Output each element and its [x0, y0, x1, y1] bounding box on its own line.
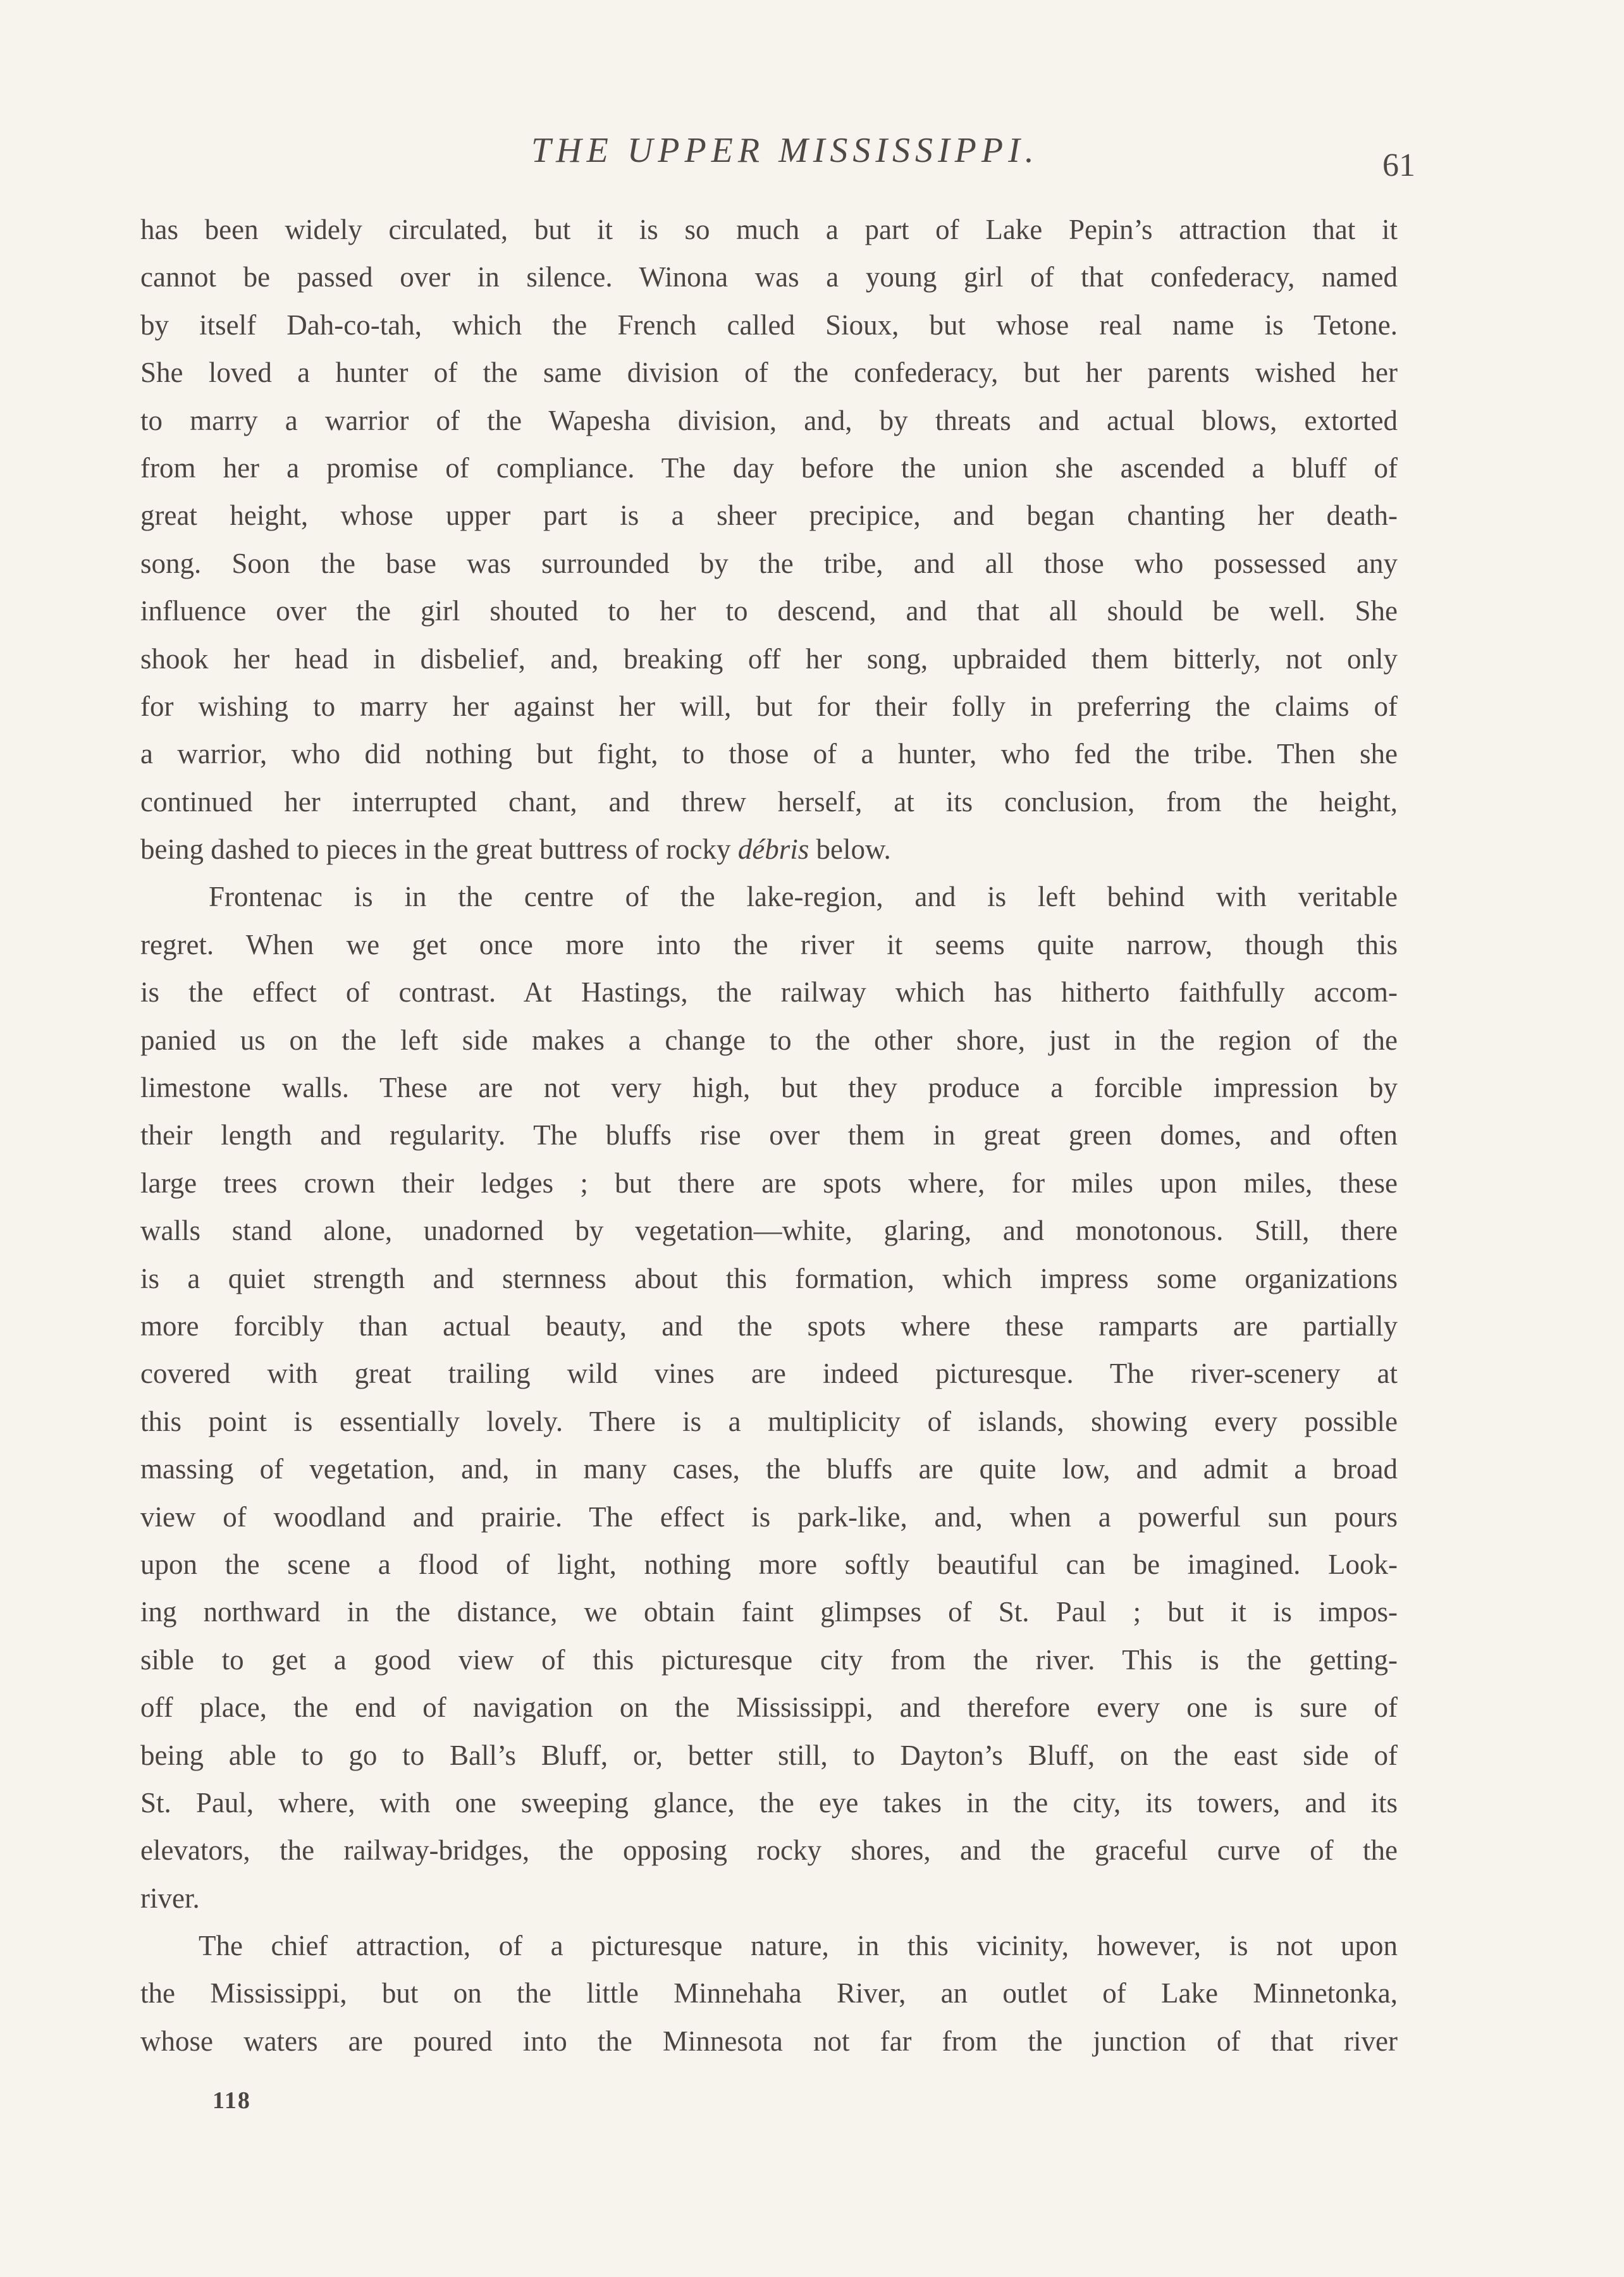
text-line: the Mississippi, but on the little Minnehaha River, an outlet of Lake Minnetonka,: [140, 1977, 1398, 2010]
text-line: massing of vegetation, and, in many cases, the bluffs are quite low, and admit a broad: [140, 1453, 1398, 1485]
running-head-title: THE UPPER MISSISSIPPI.: [531, 131, 1039, 170]
text-line: for wishing to marry her against her will, but for their folly in preferring the claims of: [140, 690, 1398, 722]
text-line: limestone walls. These are not very high, but they produce a forcible impression by: [140, 1072, 1398, 1104]
text-line-paragraph-end: [140, 826, 1398, 873]
text-line: great height, whose upper part is a sheer precipice, and began chanting her death-: [140, 500, 1398, 532]
text-line: a warrior, who did nothing but fight, to those of a hunter, who fed the tribe. Then she: [140, 738, 1398, 770]
text-line: being able to go to Ball’s Bluff, or, better still, to Dayton’s Bluff, on the east side of: [140, 1739, 1398, 1771]
body-text: [140, 206, 1398, 2065]
text-line: large trees crown their ledges ; but there are spots where, for miles upon miles, these: [140, 1167, 1398, 1199]
text-line: is a quiet strength and sternness about this formation, which impress some organizations: [140, 1262, 1398, 1294]
text-line: continued her interrupted chant, and threw herself, at its conclusion, from the height,: [140, 785, 1398, 818]
text-line: upon the scene a flood of light, nothing more softly beautiful can be imagined. Look-: [140, 1548, 1398, 1580]
text-line: has been widely circulated, but it is so much a part of Lake Pepin’s attraction that it: [140, 214, 1398, 245]
text-line: more forcibly than actual beauty, and the spots where these ramparts are partially: [140, 1310, 1398, 1342]
text-line: St. Paul, where, with one sweeping glance, the eye takes in the city, its towers, and its: [140, 1786, 1398, 1819]
text-line: elevators, the railway-bridges, the opposing rocky shores, and the graceful curve of the: [140, 1834, 1398, 1867]
text-line: song. Soon the base was surrounded by the tribe, and all those who possessed any: [140, 547, 1398, 579]
text-line-paragraph-start: Frontenac is in the centre of the lake-region, and is left behind with veritable: [209, 881, 1398, 913]
page-number: 61: [1382, 147, 1415, 183]
text-line: panied us on the left side makes a change to the other shore, just in the region of the: [140, 1024, 1398, 1056]
text-line: influence over the girl shouted to her to descend, and that all should be well. She: [140, 595, 1398, 627]
text-line-paragraph-start: The chief attraction, of a picturesque nature, in this vicinity, however, is not upon: [199, 1930, 1398, 1962]
text-segment: being dashed to pieces in the great buttress of rocky: [140, 833, 738, 866]
text-line: walls stand alone, unadorned by vegetation—white, glaring, and monotonous. Still, there: [140, 1215, 1398, 1247]
text-line: shook her head in disbelief, and, breaking off her song, upbraided them bitterly, not only: [140, 642, 1398, 675]
text-line: to marry a warrior of the Wapesha division, and, by threats and actual blows, extorted: [140, 404, 1398, 436]
text-line: their length and regularity. The bluffs rise over them in great green domes, and often: [140, 1119, 1398, 1151]
text-line: ing northward in the distance, we obtain faint glimpses of St. Paul ; but it is impos-: [140, 1596, 1398, 1628]
text-line: regret. When we get once more into the river it seems quite narrow, though this: [140, 928, 1398, 961]
text-line: by itself Dah-co-tah, which the French called Sioux, but whose real name is Tetone.: [140, 309, 1398, 341]
text-line: She loved a hunter of the same division of the confederacy, but her parents wished her: [140, 357, 1398, 389]
text-line: this point is essentially lovely. There is a multiplicity of islands, showing every possible: [140, 1405, 1398, 1437]
text-line: view of woodland and prairie. The effect is park-like, and, when a powerful sun pours: [140, 1501, 1398, 1533]
signature-mark: 118: [212, 2087, 251, 2114]
text-line: cannot be passed over in silence. Winona was a young girl of that confederacy, named: [140, 261, 1398, 293]
text-line: is the effect of contrast. At Hastings, the railway which has hitherto faithfully accom-: [140, 976, 1398, 1009]
text-line-paragraph-end: river.: [140, 1882, 200, 1914]
italic-word: débris: [737, 833, 809, 866]
text-line: covered with great trailing wild vines are indeed picturesque. The river-scenery at: [140, 1358, 1398, 1390]
text-line: from her a promise of compliance. The day before the union she ascended a bluff of: [140, 451, 1398, 484]
text-line: sible to get a good view of this picturesque city from the river. This is the getting-: [140, 1643, 1398, 1676]
text-line: whose waters are poured into the Minnesota not far from the junction of that river: [140, 2025, 1398, 2057]
text-line: off place, the end of navigation on the Mississippi, and therefore every one is sure of: [140, 1691, 1398, 1724]
text-segment: below.: [809, 833, 891, 866]
